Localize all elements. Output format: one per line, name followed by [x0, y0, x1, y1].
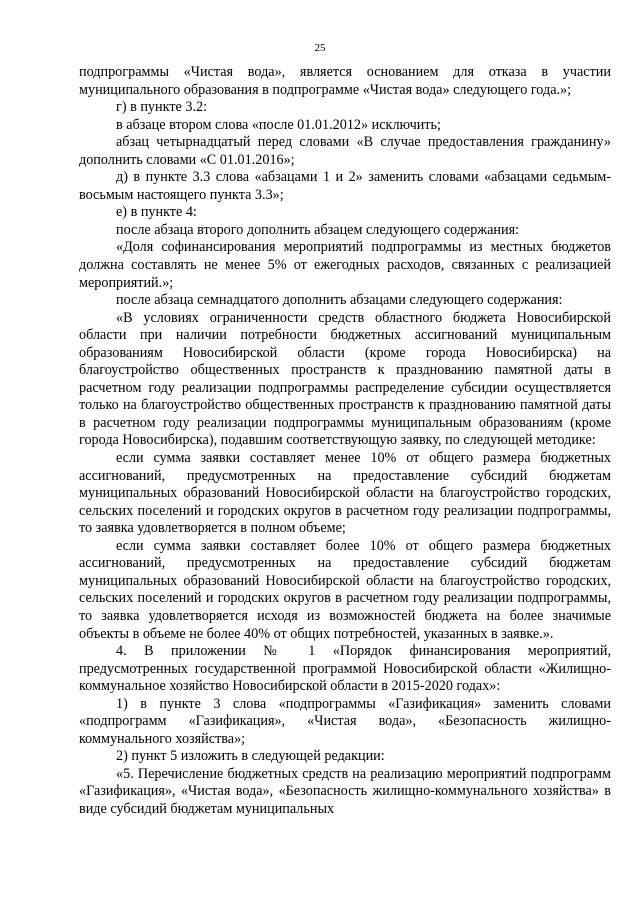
paragraph: абзац четырнадцатый перед словами «В случае предоставления гражданину» дополнить словами «С 01.01.2016»; [79, 134, 611, 168]
paragraph: «Доля софинансирования мероприятий подпрограммы из местных бюджетов должна составлять не менее 5% от ежегодных расходов, связанных с реализацией мероприятий.»; [79, 239, 611, 291]
document-body [79, 64, 611, 819]
paragraph: е) в пункте 4: [116, 204, 197, 221]
paragraph: если сумма заявки составляет более 10% от общего размера бюджетных ассигнований, предусмотренных на предоставление субсидий бюджетам муниципальных образований Новосибирской области на благоустройство городских, сельских поселений и городских округов в расчетном году реализации подпрограммы, то заявка удовлетворяется исходя из возможностей бюджета на более значимые объекты в объеме не более 40% от общих потребностей, указанных в заявке.». [79, 537, 611, 642]
paragraph: 4. В приложении № 1 «Порядок финансирования мероприятий, предусмотренных государственной программой Новосибирской области «Жилищно-коммунальное хозяйство Новосибирской области в 2015-2020 годах»: [79, 643, 611, 695]
paragraph: д) в пункте 3.3 слова «абзацами 1 и 2» заменить словами «абзацами седьмым-восьмым настоящего пункта 3.3»; [79, 169, 611, 203]
paragraph: 1) в пункте 3 слова «подпрограммы «Газификация» заменить словами «подпрограмм «Газификация», «Чистая вода», «Безопасность жилищно-коммунального хозяйства»; [79, 695, 611, 747]
paragraph: в абзаце втором слова «после 01.01.2012» исключить; [116, 116, 441, 133]
paragraph: «5. Перечисление бюджетных средств на реализацию мероприятий подпрограмм «Газификация», «Чистая вода», «Безопасность жилищно-коммунального хозяйства» в виде субсидий бюджетам муниципальных [79, 765, 611, 817]
paragraph: после абзаца семнадцатого дополнить абзацами следующего содержания: [116, 292, 563, 309]
paragraph: «В условиях ограниченности средств областного бюджета Новосибирской области при наличии потребности бюджетных ассигнований муниципальным образованиям Новосибирской области (кроме города Новосибирска) на благоустройство общественных пространств к празднованию памятной даты в расчетном году реализации подпрограммы распределение субсидии осуществляется только на благоустройство общественных пространств к празднованию памятной даты в расчетном году реализации подпрограммы муниципальным образованиям (кроме города Новосибирска), подавшим соответствующую заявку, по следующей методике: [79, 309, 611, 449]
paragraph: после абзаца второго дополнить абзацем следующего содержания: [116, 221, 520, 238]
paragraph: подпрограммы «Чистая вода», является основанием для отказа в участии муниципального образования в подпрограмме «Чистая вода» следующего года.»; [79, 64, 611, 98]
paragraph: г) в пункте 3.2: [116, 99, 208, 116]
page-number: 25 [314, 42, 326, 54]
paragraph: 2) пункт 5 изложить в следующей редакции: [116, 748, 385, 765]
paragraph: если сумма заявки составляет менее 10% от общего размера бюджетных ассигнований, предусмотренных на предоставление субсидий бюджетам муниципальных образований Новосибирской области на благоустройство городских, сельских поселений и городских округов в расчетном году реализации подпрограммы, то заявка удовлетворяется в полном объеме; [79, 450, 611, 537]
